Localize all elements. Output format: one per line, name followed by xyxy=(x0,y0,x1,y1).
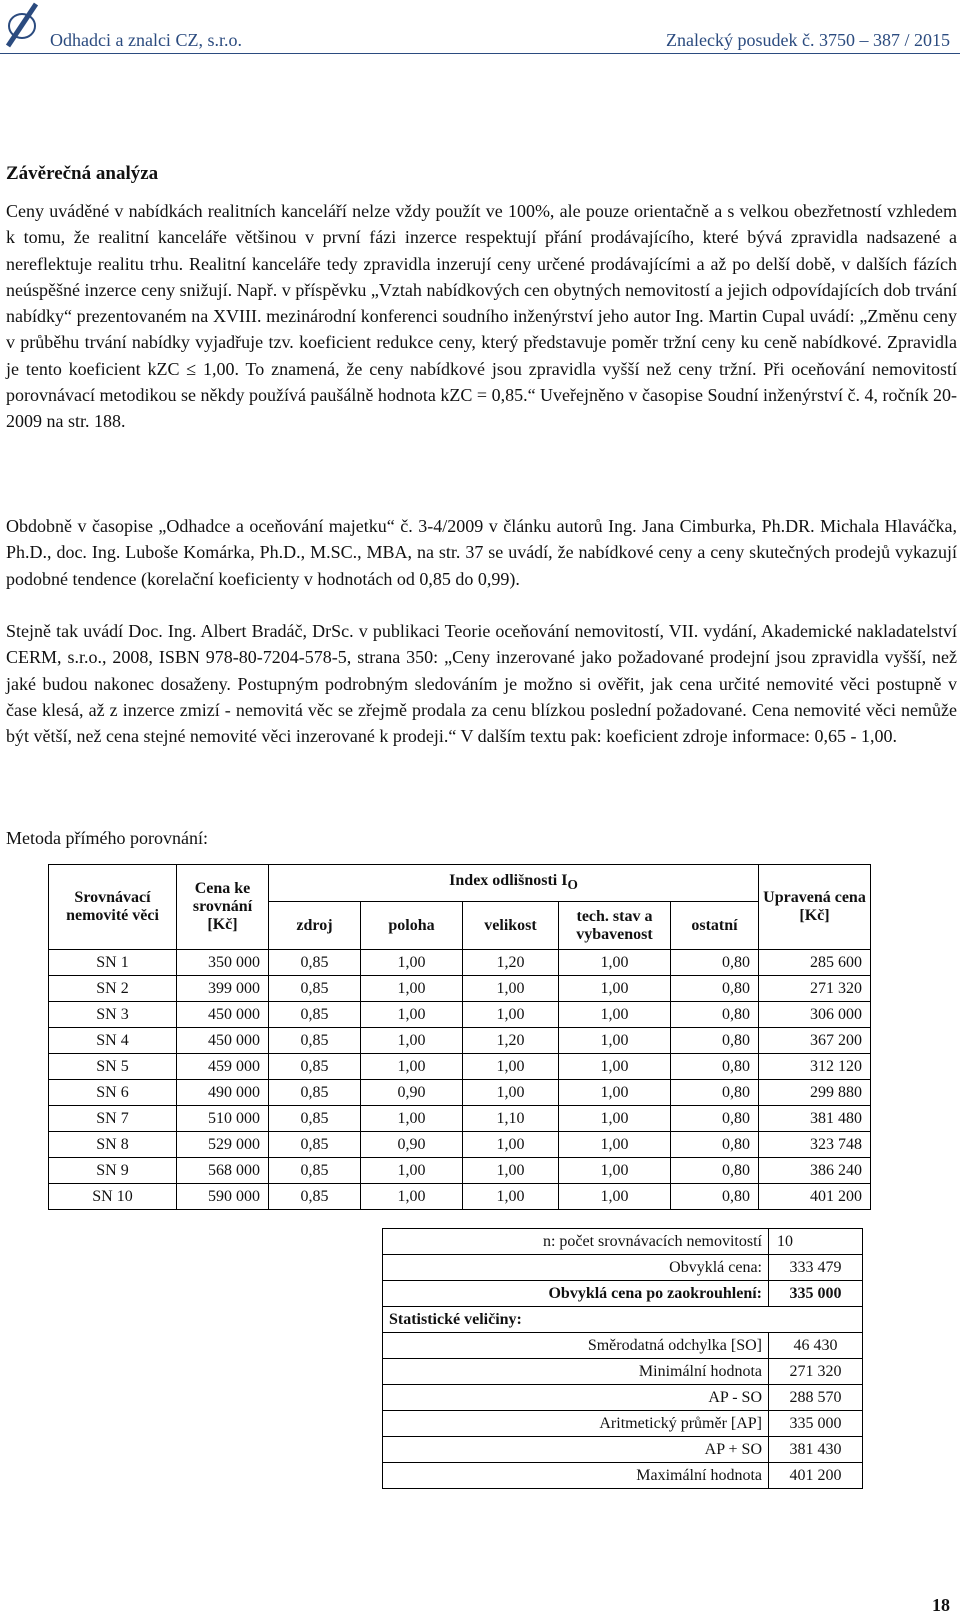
diagonal-slash-logo-icon xyxy=(2,0,40,50)
table-cell: SN 3 xyxy=(49,1002,177,1028)
table-cell: 0,80 xyxy=(671,1132,759,1158)
table-cell: 399 000 xyxy=(177,976,269,1002)
table-row xyxy=(49,1132,871,1158)
stat-value: 271 320 xyxy=(769,1359,863,1385)
stats-row xyxy=(383,1385,863,1411)
stat-label: Minimální hodnota xyxy=(383,1359,769,1385)
table-cell: 1,00 xyxy=(361,1184,463,1210)
table-cell: 401 200 xyxy=(759,1184,871,1210)
table-cell: SN 5 xyxy=(49,1054,177,1080)
table-cell: 1,00 xyxy=(559,1132,671,1158)
header-source: zdroj xyxy=(269,902,361,950)
table-cell: 1,00 xyxy=(361,1054,463,1080)
table-cell: SN 2 xyxy=(49,976,177,1002)
table-cell: 0,80 xyxy=(671,1158,759,1184)
table-cell: 1,00 xyxy=(559,1054,671,1080)
table-cell: SN 8 xyxy=(49,1132,177,1158)
paragraph-1: Ceny uváděné v nabídkách realitních kanceláří nelze vždy použít ve 100%, ale pouze orientačně a s velkou obezřetností vzhledem k tomu, že realitní kanceláře většinou v první fázi inzerce respektují přání prodávajícího, které bývá zpravidla nadsazené a nereflektuje realitu trhu. Realitní kanceláře tedy zpravidla inzerují ceny určené prodávajícími a až po delší době, v dalších fázích neúspěšné inzerce ceny snižují. Např. v příspěvku „Vztah nabídkových cen obytných nemovitostí a jejich odpovídajících dob trvání nabídky“ prezentovaném na XVIII. mezinárodní konferenci soudního inženýrství jeho autor Ing. Martin Cupal uvádí: „Změnu ceny v průběhu trvání nabídky vyjadřuje tzv. koeficient redukce ceny, který představuje poměr tržní ceny ku ceně nabídkové. Zpravidla je tento koeficient kZC ≤ 1,00. To znamená, že ceny nabídkové jsou zpravidla vyšší než ceny tržní. Při oceňování nemovitostí porovnávací metodikou se někdy používá paušálně hodnota kZC = 0,85.“ Uveřejněno v časopise Soudní inženýrství č. 4, ročník 20-2009 na str. 188. xyxy=(6,201,957,432)
table-cell: SN 6 xyxy=(49,1080,177,1106)
stat-value: 288 570 xyxy=(769,1385,863,1411)
table-row xyxy=(49,976,871,1002)
table-cell: 1,00 xyxy=(361,976,463,1002)
table-cell: SN 4 xyxy=(49,1028,177,1054)
table-cell: 0,85 xyxy=(269,950,361,976)
table-cell: 1,00 xyxy=(463,1080,559,1106)
table-cell: 0,80 xyxy=(671,1028,759,1054)
table-cell: 367 200 xyxy=(759,1028,871,1054)
stats-title: Statistické veličiny: xyxy=(383,1307,863,1333)
rounded-value: 335 000 xyxy=(769,1281,863,1307)
table-cell: 306 000 xyxy=(759,1002,871,1028)
stats-row xyxy=(383,1437,863,1463)
table-cell: 1,00 xyxy=(361,1028,463,1054)
table-cell: 1,00 xyxy=(463,976,559,1002)
page-number: 18 xyxy=(932,1595,950,1615)
table-cell: 450 000 xyxy=(177,1028,269,1054)
table-cell: 1,20 xyxy=(463,950,559,976)
stats-row xyxy=(383,1359,863,1385)
table-cell: 299 880 xyxy=(759,1080,871,1106)
header-price: Cena ke srovnání [Kč] xyxy=(177,865,269,950)
table-cell: 0,80 xyxy=(671,976,759,1002)
table-cell: 0,85 xyxy=(269,976,361,1002)
table-cell: 490 000 xyxy=(177,1080,269,1106)
table-cell: 0,90 xyxy=(361,1132,463,1158)
table-cell: 386 240 xyxy=(759,1158,871,1184)
table-cell: 0,85 xyxy=(269,1106,361,1132)
table-cell: 0,85 xyxy=(269,1028,361,1054)
table-cell: 350 000 xyxy=(177,950,269,976)
stats-row xyxy=(383,1463,863,1489)
table-row xyxy=(49,1028,871,1054)
stat-label: AP - SO xyxy=(383,1385,769,1411)
header-location: poloha xyxy=(361,902,463,950)
table-cell: 323 748 xyxy=(759,1132,871,1158)
table-cell: 1,00 xyxy=(463,1158,559,1184)
table-cell: 1,00 xyxy=(361,950,463,976)
table-row xyxy=(49,1054,871,1080)
comparison-table xyxy=(48,864,871,1210)
table-cell: 0,80 xyxy=(671,1184,759,1210)
table-cell: 271 320 xyxy=(759,976,871,1002)
table-cell: 285 600 xyxy=(759,950,871,976)
table-cell: 1,20 xyxy=(463,1028,559,1054)
stat-value: 335 000 xyxy=(769,1411,863,1437)
avg-label: Obvyklá cena: xyxy=(383,1255,769,1281)
table-cell: 0,80 xyxy=(671,1054,759,1080)
table-cell: 0,85 xyxy=(269,1002,361,1028)
table-cell: 459 000 xyxy=(177,1054,269,1080)
table-cell: 1,00 xyxy=(559,1028,671,1054)
page-header xyxy=(0,0,960,54)
table-cell: 1,00 xyxy=(463,1002,559,1028)
table-cell: 1,00 xyxy=(559,1184,671,1210)
table-cell: SN 10 xyxy=(49,1184,177,1210)
stat-value: 381 430 xyxy=(769,1437,863,1463)
table-cell: 0,80 xyxy=(671,950,759,976)
table-cell: 1,00 xyxy=(559,1106,671,1132)
section-heading: Závěrečná analýza xyxy=(6,163,159,184)
header-size: velikost xyxy=(463,902,559,950)
table-cell: 1,00 xyxy=(559,1158,671,1184)
table-cell: 0,80 xyxy=(671,1106,759,1132)
header-condition: tech. stav a vybavenost xyxy=(559,902,671,950)
company-name: Odhadci a znalci CZ, s.r.o. xyxy=(50,30,242,50)
count-value: 10 xyxy=(769,1229,863,1255)
table-cell: 450 000 xyxy=(177,1002,269,1028)
table-cell: 1,00 xyxy=(559,950,671,976)
table-cell: 0,85 xyxy=(269,1184,361,1210)
table-row xyxy=(49,1184,871,1210)
table-cell: 1,00 xyxy=(559,1080,671,1106)
table-row xyxy=(49,1002,871,1028)
table-cell: 0,85 xyxy=(269,1054,361,1080)
paragraph-2: Obdobně v časopise „Odhadce a oceňování majetku“ č. 3-4/2009 v článku autorů Ing. Jana Cimburka, Ph.DR. Michala Hlaváčka, Ph.D., doc. Ing. Luboše Komárka, Ph.D., M.SC., MBA, na str. 37 se uvádí, že nabídkové ceny a ceny skutečných prodejů vykazují podobné tendence (korelační koeficienty v hodnotách od 0,85 do 0,99). xyxy=(6,516,957,589)
table-row xyxy=(49,950,871,976)
table-cell: 1,10 xyxy=(463,1106,559,1132)
report-number: Znalecký posudek č. 3750 – 387 / 2015 xyxy=(666,30,950,50)
stat-label: Maximální hodnota xyxy=(383,1463,769,1489)
table-cell: SN 7 xyxy=(49,1106,177,1132)
stats-row xyxy=(383,1411,863,1437)
table-cell: SN 1 xyxy=(49,950,177,976)
stat-value: 401 200 xyxy=(769,1463,863,1489)
table-cell: 510 000 xyxy=(177,1106,269,1132)
table-cell: 1,00 xyxy=(361,1158,463,1184)
table-cell: 568 000 xyxy=(177,1158,269,1184)
table-cell: 1,00 xyxy=(559,1002,671,1028)
stat-label: Směrodatná odchylka [SO] xyxy=(383,1333,769,1359)
stat-label: AP + SO xyxy=(383,1437,769,1463)
table-cell: 0,85 xyxy=(269,1080,361,1106)
table-cell: 1,00 xyxy=(463,1184,559,1210)
stats-body xyxy=(383,1333,863,1489)
count-label: n: počet srovnávacích nemovitostí xyxy=(383,1229,769,1255)
header-comparable: Srovnávací nemovité věci xyxy=(49,865,177,950)
table-cell: 0,90 xyxy=(361,1080,463,1106)
table-cell: 381 480 xyxy=(759,1106,871,1132)
stats-row xyxy=(383,1333,863,1359)
table-cell: 1,00 xyxy=(559,976,671,1002)
stat-value: 46 430 xyxy=(769,1333,863,1359)
table-cell: 1,00 xyxy=(361,1002,463,1028)
avg-value: 333 479 xyxy=(769,1255,863,1281)
rounded-label: Obvyklá cena po zaokrouhlení: xyxy=(383,1281,769,1307)
header-adjusted-price: Upravená cena [Kč] xyxy=(759,865,871,950)
summary-table xyxy=(382,1228,863,1489)
table-cell: 529 000 xyxy=(177,1132,269,1158)
table-cell: 0,80 xyxy=(671,1080,759,1106)
stat-label: Aritmetický průměr [AP] xyxy=(383,1411,769,1437)
table-row xyxy=(49,1158,871,1184)
table-cell: 312 120 xyxy=(759,1054,871,1080)
method-title: Metoda přímého porovnání: xyxy=(6,828,208,848)
header-other: ostatní xyxy=(671,902,759,950)
comparison-table-body xyxy=(49,950,871,1210)
table-cell: 1,00 xyxy=(463,1132,559,1158)
table-row xyxy=(49,1080,871,1106)
table-cell: SN 9 xyxy=(49,1158,177,1184)
paragraph-3: Stejně tak uvádí Doc. Ing. Albert Bradáč, DrSc. v publikaci Teorie oceňování nemovitostí, VII. vydání, Akademické nakladatelství CERM, s.r.o., 2008, ISBN 978-80-7204-578-5, strana 350: „Ceny inzerované jako požadované prodejní jsou zpravidla vyšší, než jaké budou nakonec dosaženy. Postupným podrobným sledováním je možno si ověřit, jak cena určité nemovité věci postupně v čase klesá, až z inzerce zmizí - nemovitá věc se zřejmě prodala za cenu blízkou poslední požadované. Cena nemovité věci nemůže být větší, než cena stejné nemovité věci inzerované k prodeji.“ V dalším textu pak: koeficient zdroje informace: 0,65 - 1,00. xyxy=(6,621,957,747)
table-row xyxy=(49,1106,871,1132)
table-cell: 0,85 xyxy=(269,1132,361,1158)
header-index-group: Index odlišnosti $I_O$ xyxy=(269,865,759,902)
table-cell: 0,80 xyxy=(671,1002,759,1028)
header-divider xyxy=(0,53,960,54)
table-cell: 1,00 xyxy=(361,1106,463,1132)
table-cell: 1,00 xyxy=(463,1054,559,1080)
table-cell: 0,85 xyxy=(269,1158,361,1184)
table-cell: 590 000 xyxy=(177,1184,269,1210)
